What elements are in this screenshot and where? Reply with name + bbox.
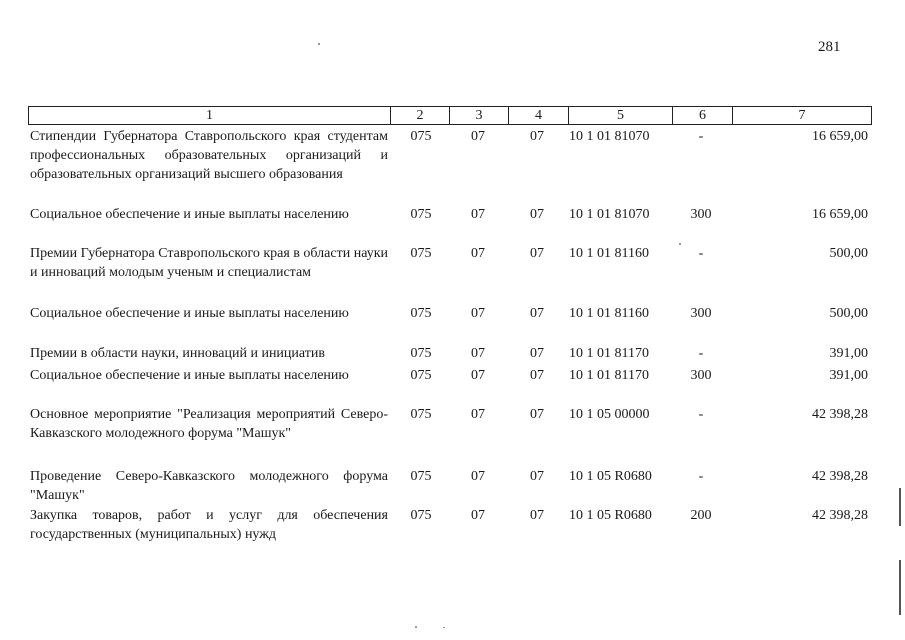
row-col-7: 16 659,00: [812, 129, 868, 144]
row-col-5: 10 1 05 00000: [569, 407, 650, 422]
header-col-4: 4: [509, 107, 569, 124]
row-col-3: 07: [471, 368, 485, 383]
row-col-4: 07: [530, 508, 544, 523]
row-col-7: 500,00: [829, 306, 868, 321]
row-col-6: 300: [690, 368, 712, 383]
row-col-2: 075: [410, 469, 432, 484]
row-name: Социальное обеспечение и иные выплаты населению: [30, 306, 349, 321]
row-col-3: 07: [471, 508, 485, 523]
row-col-6: -: [698, 129, 704, 144]
header-col-5: 5: [569, 107, 673, 124]
row-col-4: 07: [530, 129, 544, 144]
row-col-5: 10 1 01 81160: [569, 306, 649, 321]
row-col-5: 10 1 01 81070: [569, 207, 650, 222]
row-col-4: 07: [530, 469, 544, 484]
row-col-3: 07: [471, 207, 485, 222]
row-col-4: 07: [530, 407, 544, 422]
row-name: Проведение Северо-Кавказского молодежного форума "Машук": [30, 469, 388, 503]
row-col-5: 10 1 05 R0680: [569, 469, 652, 484]
row-col-5: 10 1 01 81170: [569, 346, 649, 361]
row-col-6: 300: [690, 306, 712, 321]
row-name: Стипендии Губернатора Ставропольского края студентам профессиональных образовательных организаций и образовательных организаций высшего образования: [30, 129, 388, 182]
row-col-2: 075: [410, 508, 432, 523]
row-name: Премии в области науки, инноваций и инициатив: [30, 346, 325, 361]
header-col-2: 2: [391, 107, 450, 124]
row-col-3: 07: [471, 407, 485, 422]
row-col-2: 075: [410, 246, 432, 261]
row-col-2: 075: [410, 346, 432, 361]
row-col-3: 07: [471, 306, 485, 321]
row-col-2: 075: [410, 129, 432, 144]
row-col-7: 391,00: [829, 346, 868, 361]
row-col-7: 42 398,28: [812, 407, 868, 422]
row-col-7: 42 398,28: [812, 508, 868, 523]
scan-edge-mark: [899, 488, 901, 526]
row-col-2: 075: [410, 306, 432, 321]
row-col-6: -: [698, 407, 704, 422]
row-col-3: 07: [471, 469, 485, 484]
row-name: Премии Губернатора Ставропольского края в области науки и инноваций молодым ученым и специалистам: [30, 246, 388, 280]
row-col-3: 07: [471, 246, 485, 261]
row-col-4: 07: [530, 207, 544, 222]
header-col-1: 1: [29, 107, 391, 124]
scan-speck: [415, 626, 417, 628]
row-col-7: 391,00: [829, 368, 868, 383]
row-col-5: 10 1 01 81070: [569, 129, 650, 144]
header-col-7: 7: [798, 108, 806, 123]
row-col-4: 07: [530, 346, 544, 361]
row-col-3: 07: [471, 129, 485, 144]
row-col-2: 075: [410, 407, 432, 422]
row-name: Основное мероприятие "Реализация мероприятий Северо-Кавказского молодежного форума "Машук": [30, 407, 388, 441]
page-number: 281: [818, 39, 841, 55]
row-col-4: 07: [530, 368, 544, 383]
row-col-2: 075: [410, 368, 432, 383]
row-col-5: 10 1 01 81170: [569, 368, 649, 383]
table-header: [28, 106, 872, 125]
header-col-6: 6: [673, 107, 733, 124]
row-col-7: 16 659,00: [812, 207, 868, 222]
row-col-4: 07: [530, 246, 544, 261]
header-col-3: 3: [450, 107, 509, 124]
row-name: Социальное обеспечение и иные выплаты населению: [30, 368, 349, 383]
row-name: Социальное обеспечение и иные выплаты населению: [30, 207, 349, 222]
row-col-5: 10 1 01 81160: [569, 246, 649, 261]
row-col-4: 07: [530, 306, 544, 321]
row-col-5: 10 1 05 R0680: [569, 508, 652, 523]
row-col-6: 300: [690, 207, 712, 222]
row-col-6: -: [698, 246, 704, 261]
row-col-2: 075: [410, 207, 432, 222]
row-col-6: -: [698, 469, 704, 484]
scan-speck: [443, 627, 445, 628]
row-name: Закупка товаров, работ и услуг для обеспечения государственных (муниципальных) нужд: [30, 508, 388, 542]
row-col-3: 07: [471, 346, 485, 361]
scan-speck: [318, 43, 320, 45]
row-col-7: 42 398,28: [812, 469, 868, 484]
row-col-6: 200: [690, 508, 712, 523]
scan-edge-mark: [899, 560, 901, 615]
row-col-6: -: [698, 346, 704, 361]
row-col-7: 500,00: [829, 246, 868, 261]
